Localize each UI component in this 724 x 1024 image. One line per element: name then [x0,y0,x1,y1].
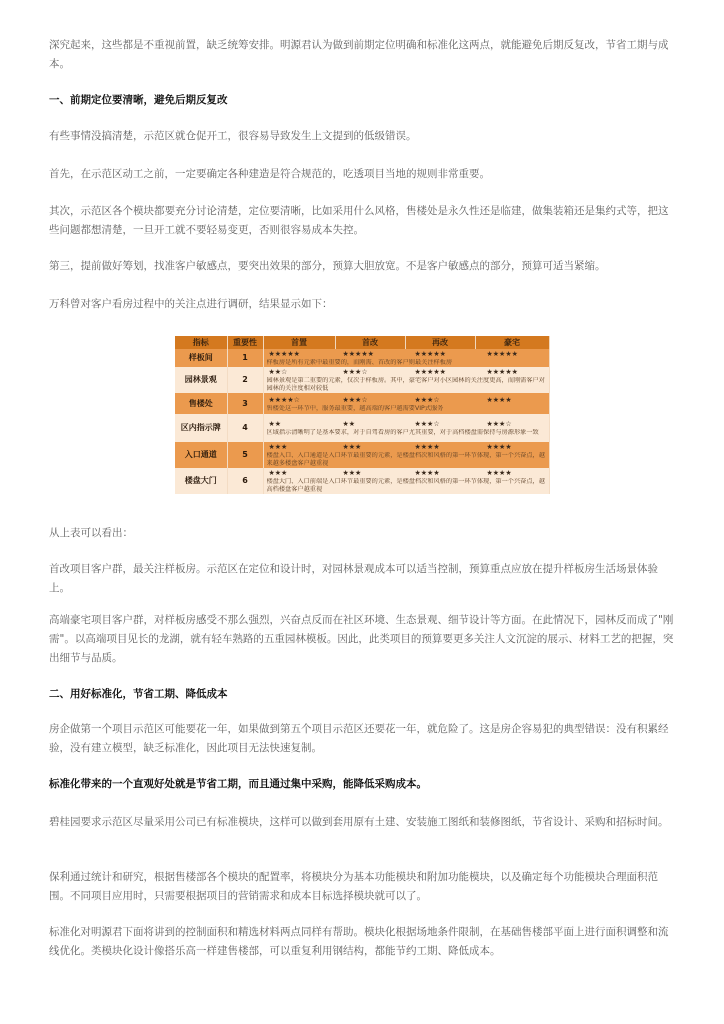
star-rating: ★★★★ [486,442,512,451]
section1-paragraph-1: 有些事情没搞清楚，示范区就仓促开工，很容易导致发生上文提到的低级错误。 [49,130,417,142]
section1-heading: 一、前期定位要清晰，避免后期反复改 [49,94,228,106]
table-header-cell: 首置 [263,336,335,349]
table-cell-importance: 4 [227,414,263,441]
star-rating: ★★★★☆ [268,395,300,404]
section1-paragraph-5: 万科曾对客户看房过程中的关注点进行调研，结果显示如下： [49,298,333,310]
section2-bold-statement: 标准化带来的一个直观好处就是节省工期，而且通过集中采购，能降低采购成本。 [49,778,427,790]
section1-paragraph-3: 其次，示范区各个模块都要充分讨论清楚，定位要清晰，比如采用什么风格，售楼处是永久性还是临建，做集装箱还是集约式等，把这些问题都想清楚，一旦开工就不要轻易变更，否则很容易成本失控。 [49,205,669,236]
table-cell-indicator: 区内指示牌 [175,414,227,441]
star-rating: ★★★☆ [342,368,368,377]
table-header-cell: 首改 [335,336,405,349]
table-cell-indicator: 园林景观 [175,367,227,393]
star-rating: ★★★☆ [414,395,440,404]
section1-paragraph-4: 第三，提前做好筹划，找准客户敏感点，要突出效果的部分，预算大胆放宽。不是客户敏感点的部分，预算可适当紧缩。 [49,260,606,272]
table-cell-importance: 3 [227,393,263,414]
customer-focus-table [175,336,550,494]
star-rating: ★★★★★ [268,350,300,359]
table-row [175,468,549,494]
table-cell-rating [263,468,549,494]
table-row [175,349,549,367]
star-rating: ★★★☆ [414,420,440,429]
star-rating: ★★☆ [268,368,288,377]
star-rating: ★★★★★ [486,350,518,359]
analysis-paragraph-3: 高端豪宅项目客户群，对样板房感受不那么强烈，兴奋点反而在社区环境、生态景观、细节设计等方面。在此情况下，园林反而成了"刚需"。以高端项目见长的龙湖，就有轻车熟路的五重园林模板。因此，此类项目的预算要更多关注人文沉淀的展示、材料工艺的把握，突出细节与品质。 [49,614,674,664]
table-cell-rating [263,393,549,414]
star-rating-row [267,419,546,429]
table-row-description: 园林景观是第二重要的元素，仅次于样板房。其中，豪宅客户对小区园林的关注度更高，而刚需客户对园林的关注度相对较低 [266,377,545,393]
star-rating: ★★★★★ [342,350,374,359]
star-rating: ★★★★ [414,468,440,477]
star-rating: ★★★★ [414,442,440,451]
section2-paragraph-2: 碧桂园要求示范区尽量采用公司已有标准模块，这样可以做到套用原有土建、安装施工图纸和装修图纸，节省设计、采购和招标时间。 [49,816,669,828]
table-cell-rating [263,367,549,393]
table-cell-indicator: 售楼处 [175,393,227,414]
table-row [175,442,549,468]
table-row-description: 售楼处这一环节中，服务最重要，越高端的客户越需要VIP式服务 [266,404,444,412]
analysis-paragraph-1: 从上表可以看出： [49,527,133,539]
star-rating: ★★★★★ [486,368,518,377]
table-row-description: 楼盘大门、入口前端是入口环节最重要的元素，是楼盘档次和风格的第一环节体现，第一个兴奋点，越高档楼盘客户越重视 [266,477,545,493]
table-cell-importance: 6 [227,468,263,494]
star-rating: ★★★ [268,442,288,451]
table-cell-rating [263,349,549,367]
star-rating: ★★★★ [486,468,512,477]
table-row [175,414,549,441]
table-cell-importance: 5 [227,442,263,468]
table-cell-indicator: 楼盘大门 [175,468,227,494]
star-rating: ★★★★★ [414,368,446,377]
table-header-cell: 指标 [175,336,227,349]
table-row-description: 区域指示清晰明了是基本要求，对于自驾看房的客户尤其重要，对于高档楼盘需保持与房源形象一致 [266,429,539,437]
star-rating-row [267,349,546,359]
section2-paragraph-4: 标准化对明源君下面将讲到的控制面积和精选材料两点同样有帮助。模块化根据场地条件限制，在基础售楼部平面上进行面积调整和流线优化。类模块化设计像搭乐高一样建售楼部，可以重复利用钢结构，都能节约工期、降低成本。 [49,926,669,957]
table-row-description: 楼盘入口、入口通道是入口环节最重要的元素，是楼盘档次和风格的第一环节体现，第一个兴奋点，越来越多楼盘客户越重视 [266,451,545,467]
star-rating: ★★★ [342,468,362,477]
star-rating-row [267,395,546,405]
star-rating: ★★★☆ [342,395,368,404]
star-rating: ★★★ [342,442,362,451]
intro-paragraph: 深究起来，这些都是不重视前置，缺乏统筹安排。明源君认为做到前期定位明确和标准化这两点，就能避免后期反复改，节省工期与成本。 [49,39,669,70]
table-cell-indicator: 样板间 [175,349,227,367]
star-rating-row [267,468,546,478]
table-header-row [175,336,549,349]
star-rating-row [267,442,546,452]
table-row [175,367,549,393]
star-rating: ★★★☆ [486,420,512,429]
star-rating-row [267,367,546,377]
star-rating: ★★★★★ [414,350,446,359]
table-cell-rating [263,414,549,441]
table-cell-rating [263,442,549,468]
section1-paragraph-2: 首先，在示范区动工之前，一定要确定各种建造是符合规范的，吃透项目当地的规则非常重要。 [49,168,490,180]
table-row [175,393,549,414]
table-row-description: 样板房是所有元素中最重要的，而刚需、首改的客户则最关注样板房 [266,359,453,367]
table-cell-importance: 1 [227,349,263,367]
star-rating: ★★★ [268,468,288,477]
star-rating: ★★ [342,420,356,429]
section2-paragraph-1: 房企做第一个项目示范区可能要花一年，如果做到第五个项目示范区还要花一年，就危险了。这是房企容易犯的典型错误：没有积累经验，没有建立模型，缺乏标准化，因此项目无法快速复制。 [49,723,669,754]
table-cell-importance: 2 [227,367,263,393]
star-rating: ★★★★ [486,395,512,404]
table-cell-indicator: 入口通道 [175,442,227,468]
analysis-paragraph-2: 首改项目客户群，最关注样板房。示范区在定位和设计时，对园林景观成本可以适当控制，预算重点应放在提升样板房生活场景体验上。 [49,563,658,594]
table-header-cell: 重要性 [227,336,263,349]
section2-heading: 二、用好标准化，节省工期、降低成本 [49,688,228,700]
table-header-cell: 再改 [405,336,475,349]
star-rating: ★★ [268,420,282,429]
table-header-cell: 豪宅 [475,336,549,349]
section2-paragraph-3: 保利通过统计和研究，根据售楼部各个模块的配置率，将模块分为基本功能模块和附加功能模块，以及确定每个功能模块合理面积范围。不同项目应用时，只需要根据项目的营销需求和成本目标选择模块就可以了。 [49,871,658,902]
